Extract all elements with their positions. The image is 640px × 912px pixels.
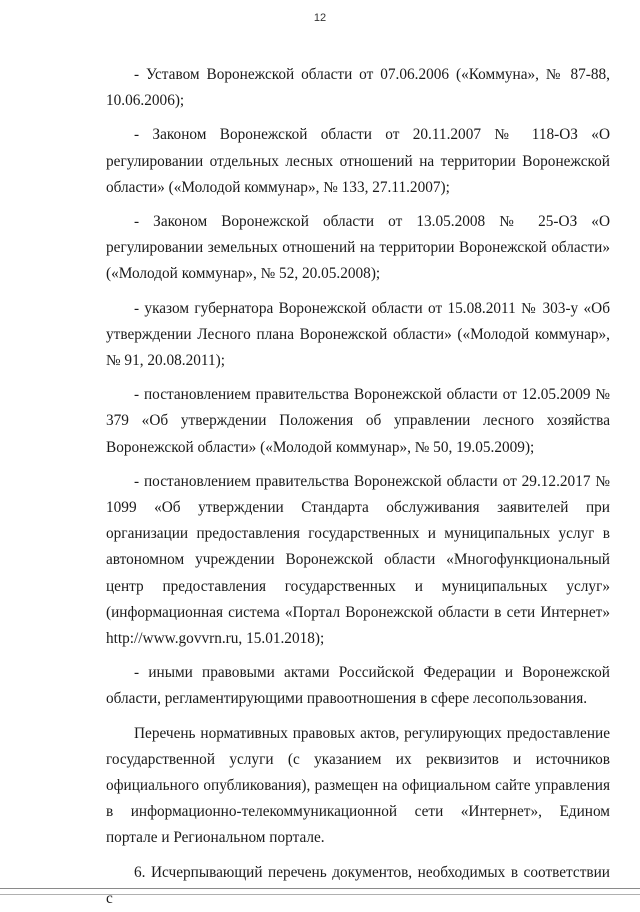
- document-body: [106, 62, 610, 912]
- paragraph: 6. Исчерпывающий перечень документов, необходимых в соответствии с: [106, 863, 610, 907]
- paragraph: - Законом Воронежской области от 13.05.2008 № 25-ОЗ «О регулировании земельных отношений на территории Воронежской области» («Молодой коммунар», № 52, 20.05.2008);: [106, 213, 610, 283]
- paragraph: - постановлением правительства Воронежской области от 29.12.2017 № 1099 «Об утверждении Стандарта обслуживания заявителей при организации предоставления государственных и муниципальных услуг в автономном учреждении Воронежской области «Многофункциональный центр предоставления государственных и муниципальных услуг» (информационная система «Портал Воронежской области в сети Интернет» http://www.govvrn.ru, 15.01.2018);: [106, 472, 610, 648]
- paragraph: - иными правовыми актами Российской Федерации и Воронежской области, регламентирующими правоотношения в сфере лесопользования.: [106, 664, 610, 708]
- paragraph: - Законом Воронежской области от 20.11.2007 № 118-ОЗ «О регулировании отдельных лесных отношений на территории Воронежской области» («Молодой коммунар», № 133, 27.11.2007);: [106, 126, 610, 196]
- paragraph: Перечень нормативных правовых актов, регулирующих предоставление государственной услуги (с указанием их реквизитов и источников официального опубликования), размещен на официальном сайте управления в информационно-телекоммуникационной сети «Интернет», Едином портале и Региональном портале.: [106, 724, 610, 847]
- page-number: 12: [313, 12, 327, 24]
- footer-divider: [0, 888, 640, 889]
- footer-divider: [0, 894, 640, 895]
- paragraph: - постановлением правительства Воронежской области от 12.05.2009 № 379 «Об утверждении Положения об управлении лесного хозяйства Воронежской области» («Молодой коммунар», № 50, 19.05.2009);: [106, 386, 610, 456]
- paragraph: - Уставом Воронежской области от 07.06.2006 («Коммуна», № 87-88, 10.06.2006);: [106, 66, 610, 110]
- paragraph: - указом губернатора Воронежской области от 15.08.2011 № 303-у «Об утверждении Лесного плана Воронежской области» («Молодой коммунар», № 91, 20.08.2011);: [106, 299, 610, 370]
